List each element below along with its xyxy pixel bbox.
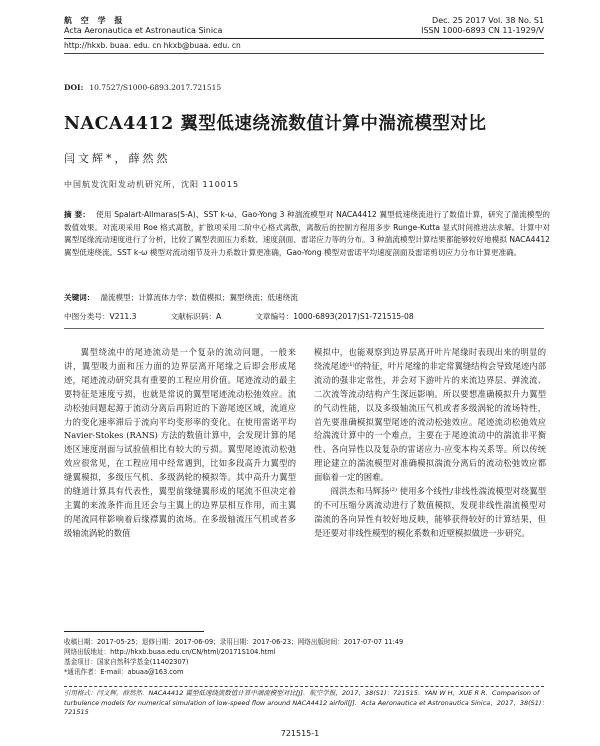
fund-info: 基金项目：国家自然科学基金(11402307) [64, 658, 189, 666]
section-rule [64, 328, 544, 329]
corresponding-author: *通讯作者：E-mail：abuaa@163.com [64, 668, 184, 676]
doi-line [64, 83, 221, 92]
doi-value[interactable]: 10.7527/S1000-6893.2017.721515 [89, 83, 222, 92]
issue-date-volume: Dec. 25 2017 Vol. 38 No. S1 [432, 16, 544, 25]
footnote-rule [64, 631, 204, 632]
journal-urls[interactable]: http://hkxb. buaa. edu. cn hkxb@buaa. edu. cn [64, 41, 241, 50]
paper-title: NACA4412 翼型低速绕流数值计算中湍流模型对比 [64, 114, 487, 134]
keywords-label: 关键词： [64, 293, 95, 302]
page-number: 721515-1 [280, 729, 320, 738]
issue-info [421, 16, 544, 36]
article-number: 文章编号：1000-6893(2017)S1-721515-08 [255, 312, 414, 321]
citation-rule [64, 686, 544, 687]
abstract-label: 摘 要： [64, 210, 91, 219]
body-column-left [64, 346, 296, 541]
body-paragraph: 阎洪杰和马辉扬⁽²⁾ 使用多个线性/非线性湍流模型对绕翼型的不可压缩分离流动进行了数值模拟，发现非线性湍流模型对湍流的各向异性有较好地反映，能够获得较好的计算结果，但是还要对非线性模型的模化系数和近壁模拟做进一步研究。 [314, 486, 546, 538]
classification-line [64, 311, 550, 322]
author-list: 闫文辉*，薛然然 [64, 152, 171, 165]
doi-label: DOI: [64, 83, 84, 92]
online-url[interactable]: 网络出版地址：http://hkxb.buaa.edu.cn/CN/html/20171S104.html [64, 648, 276, 656]
journal-name-en: Acta Aeronautica et Astronautica Sinica [64, 26, 223, 35]
journal-name-cn: 航 空 学 报 [64, 16, 126, 25]
header-rule [64, 38, 544, 39]
header-rule-secondary [64, 53, 544, 54]
clc-number: 中图分类号：V211.3 [64, 312, 137, 321]
body-paragraph: 翼型绕流中的尾迹流动是一个复杂的流动问题，一般来讲，翼型吸力面和压力面的边界层离开尾缘之后即会形成尾迹，尾迹流动研究具有重要的工程应用价值。尾迹流动的最主要特征是速度亏损，也就是常说的翼型尾迹流动松弛效应。流动松弛问题起源于流动分离后再附近的下游尾迹区域，流道应力的变化速率滞后于流向平均变形率的变化。在使用雷诺平均 Navier-Stokes (RANS) 方法的数值计算中，会发现计算的尾迹区速度剖面与试验值相比有较大的亏损。翼型尾迹流动松弛效应很常见，在工程应用中经常遇到，比如多段高升力翼型的缝翼模拟，多级压气机、多级涡轮的模拟等。其中高升力翼型的缝道计算具有代表性，翼型前缘缝翼形成的尾流不但决定着主翼的来流条件而且还会与主翼上的边界层相互作用，而主翼的尾流同样影响着后缘襟翼的流场。在多级轴流压气机或者多级轴流涡轮的数值 [64, 347, 296, 538]
journal-header [64, 16, 222, 36]
abstract-text: 使用 Spalart-Allmaras(S-A)、SST k-ω、Gao-Yong 3 种湍流模型对 NACA4412 翼型低速绕流进行了数值计算，研究了湍流模型的数值效果。对流项采用 Roe 格式离散，扩散项采用二阶中心格式离散，离散后的控制方程用多步 Runge-Kutta 显式时间推进法求解。计算中对翼型尾缘流动速度进行了分析，比较了翼型表面压力系数、速度剖面、雷诺应力等的分布。3 种湍流模型计算结果都能够较好地模拟 NACA4412 翼型低速绕流。SST k-ω 模型对流动细节及升力系数计算更准确，Gao-Yong 模型对雷诺平均速度剖面及雷诺剪切应力分布计算更准确。 [64, 210, 550, 257]
citation-format: 引用格式：闫文辉，薛然然．NACA4412 翼型低速绕流数值计算中湍流模型对比[J]．航空学报，2017，38(S1)：721515．YAN W H，XUE R R．Comparison of turbulence models for numerical simulation of low-speed flow around NACA4412 airfoil[J]．Acta Aeronautica et Astronautica Sinica，2017，38(S1)：721515 [64, 689, 548, 717]
footnotes [64, 637, 550, 677]
body-column-right [314, 346, 546, 541]
keywords [64, 292, 550, 303]
body-paragraph: 模拟中，也能观察到边界层离开叶片尾缘时表现出来的明显的绕流尾迹⁽¹⁾的特征，叶片尾缘的非定常翼缝结构会导致尾迹内部流动的强非定常性，并会对下游叶片的来流边界层、弹流流、二次流等流动结构产生深远影响。所以要想准确模拟升力翼型的气动性能，以及多级轴流压气机或者多级涡轮的流场特性，首先要准确模拟翼型尾迹的流动松弛效应。尾迹流动松弛效应给湍流计算中的一个难点，主要在于尾迹流动中的湍流非平衡性、各向异性以及复杂的雷诺应力-应变本构关系等。所以传统理论建立的湍流模型对准确模拟湍流分离后的流动松弛效应都面临着一定的困难。 [314, 347, 546, 483]
received-dates: 收稿日期：2017-05-25；退修日期：2017-06-09；录用日期：2017-06-23；网络出版时间：2017-07-07 11:49 [64, 638, 404, 646]
keywords-text: 湍流模型；计算流体力学；数值模拟；翼型绕流；低速绕流 [100, 293, 298, 302]
affiliation: 中国航发沈阳发动机研究所，沈阳 110015 [64, 180, 240, 189]
issn-cn: ISSN 1000-6893 CN 11-1929/V [421, 26, 544, 35]
abstract [64, 209, 550, 259]
document-code: 文献标识码：A [170, 312, 222, 321]
